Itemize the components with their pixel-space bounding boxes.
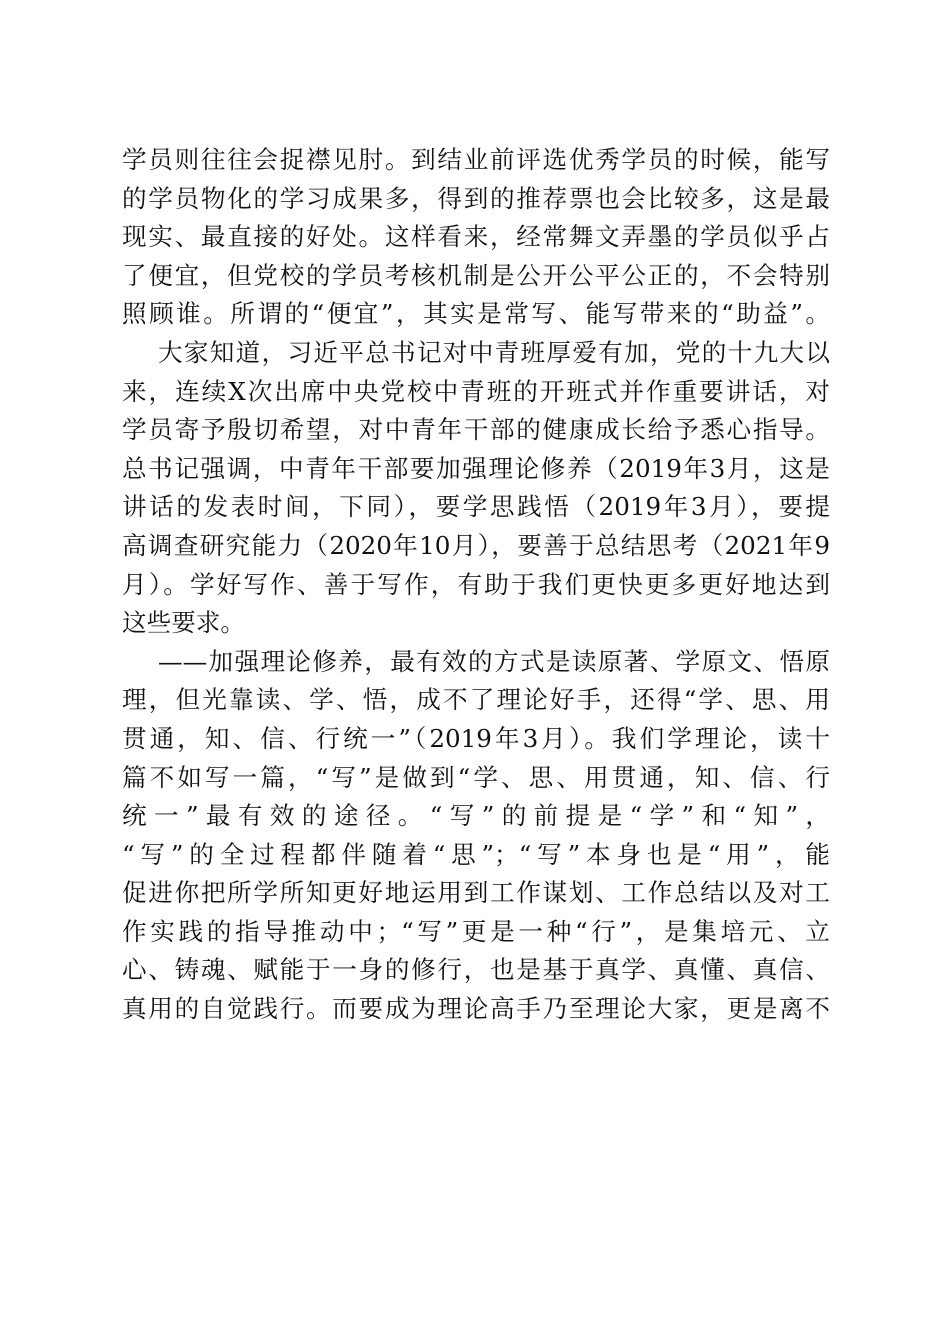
text-line: 贯通，知、信、行统一”（2019年3月）。我们学理论，读十 xyxy=(122,723,830,753)
text-line: 总书记强调，中青年干部要加强理论修养（2019年3月，这是 xyxy=(122,453,830,483)
paragraph-first-line: 大家知道，习近平总书记对中青班厚爱有加，党的十九大以 xyxy=(158,337,830,367)
text-line: 真用的自觉践行。而要成为理论高手乃至理论大家，更是离不 xyxy=(122,994,830,1024)
paragraph-last-line: 这些要求。 xyxy=(122,608,245,638)
text-line: 作实践的指导推动中；“写”更是一种“行”，是集培元、立 xyxy=(122,916,830,946)
text-line: 学员则往往会捉襟见肘。到结业前评选优秀学员的时候，能写 xyxy=(122,145,830,174)
text-line: 学员寄予殷切希望，对中青年干部的健康成长给予悉心指导。 xyxy=(122,415,830,445)
text-line: 来，连续X次出席中央党校中青班的开班式并作重要讲话，对 xyxy=(122,376,830,406)
paragraph-first-line: ——加强理论修养，最有效的方式是读原著、学原文、悟原 xyxy=(158,646,830,676)
text-line: 统一”最有效的途径。“写”的前提是“学”和“知”， xyxy=(122,801,830,831)
text-line: 照顾谁。所谓的“便宜”，其实是常写、能写带来的“助益”。 xyxy=(122,299,830,329)
text-line: 高调查研究能力（2020年10月），要善于总结思考（2021年9 xyxy=(122,530,830,560)
text-line: “写”的全过程都伴随着“思”；“写”本身也是“用”，能 xyxy=(122,839,830,869)
text-line: 篇不如写一篇，“写”是做到“学、思、用贯通，知、信、行 xyxy=(122,762,830,792)
text-line: 的学员物化的学习成果多，得到的推荐票也会比较多，这是最 xyxy=(122,183,830,213)
text-line: 心、铸魂、赋能于一身的修行，也是基于真学、真懂、真信、 xyxy=(122,955,830,985)
text-line: 现实、最直接的好处。这样看来，经常舞文弄墨的学员似乎占 xyxy=(122,222,830,252)
text-line: 促进你把所学所知更好地运用到工作谋划、工作总结以及对工 xyxy=(122,878,830,908)
body-text xyxy=(122,141,830,1029)
text-line: 理，但光靠读、学、悟，成不了理论好手，还得“学、思、用 xyxy=(122,685,830,715)
text-line: 月）。学好写作、善于写作，有助于我们更快更多更好地达到 xyxy=(122,569,830,599)
text-line: 了便宜，但党校的学员考核机制是公开公平公正的，不会特别 xyxy=(122,260,830,290)
text-line: 讲话的发表时间，下同），要学思践悟（2019年3月），要提 xyxy=(122,492,830,522)
